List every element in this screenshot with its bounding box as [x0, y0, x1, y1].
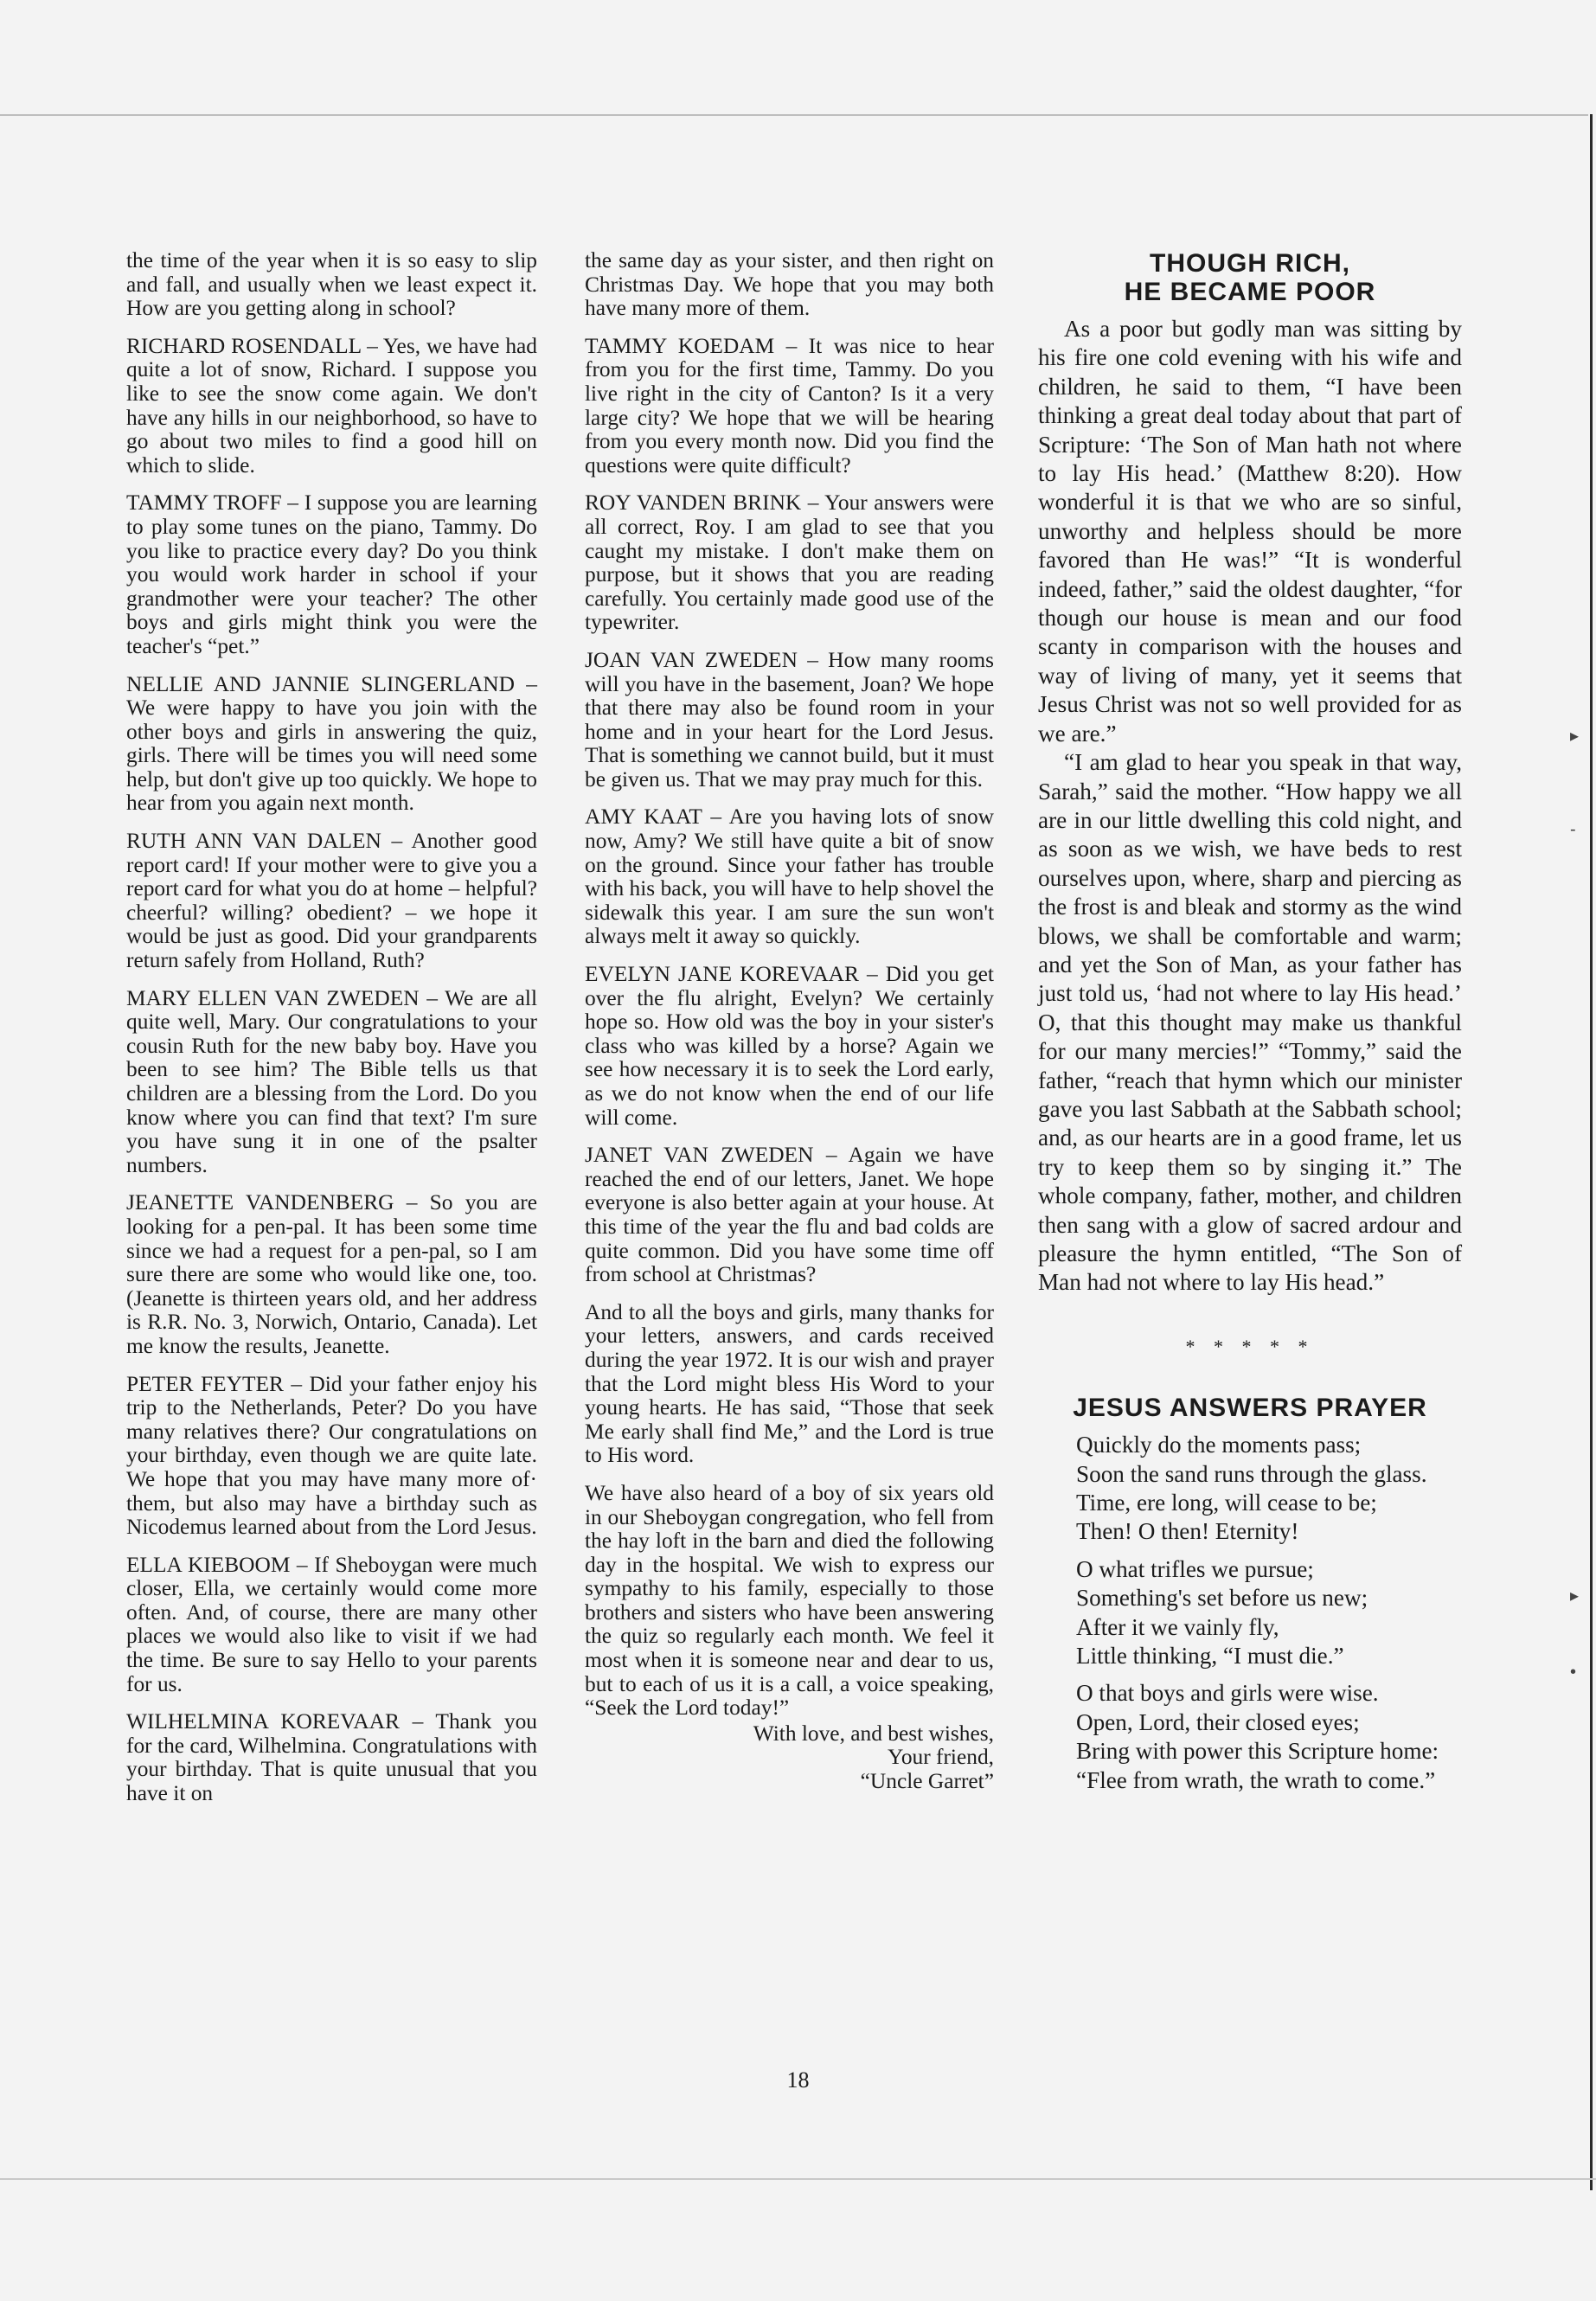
signoff-line: “Uncle Garret”	[860, 1769, 994, 1794]
scan-mark: ▸	[1570, 1586, 1580, 1606]
poem-line: Bring with power this Scripture home:	[1076, 1738, 1439, 1765]
story-heading	[1038, 249, 1462, 306]
paragraph: We have also heard of a boy of six years old in our Sheboygan congregation, who fell from the hay loft in the barn and died the following day in the hospital. We wish to express our sympathy to his family, especially to those brothers and sisters who have been answering the quiz so regularly each month. We feel it most when it is someone near and dear to us, but to each of us it is a call, a voice speaking, “Seek the Lord today!”	[585, 1480, 994, 1721]
story-heading-line: HE BECAME POOR	[1124, 278, 1376, 306]
column-middle	[585, 249, 994, 1794]
story-heading-line: THOUGH RICH,	[1150, 249, 1350, 278]
paragraph: WILHELMINA KOREVAAR – Thank you for the card, Wilhelmina. Congratulations with your birthday. That is quite unusual that you have it on	[126, 1709, 537, 1806]
poem-line: Soon the sand runs through the glass.	[1076, 1460, 1427, 1487]
paragraph: JANET VAN ZWEDEN – Again we have reached the end of our letters, Janet. We hope everyone is also better again at your house. At this time of the year the flu and bad colds are quite common. Did you have some time off from school at Christmas?	[585, 1143, 994, 1287]
page-number: 18	[786, 2067, 810, 2093]
paragraph: JEANETTE VANDENBERG – So you are looking for a pen-pal. It has been some time since we had a request for a pen-pal, so I am sure there are some who would like one, too. (Jeanette is thirteen years old, and her address is R.R. No. 3, Norwich, Ontario, Canada). Let me know the results, Jeanette.	[126, 1190, 537, 1358]
paragraph: the time of the year when it is so easy to slip and fall, and usually when we least expect it. How are you getting along in school?	[126, 248, 537, 321]
paragraph: MARY ELLEN VAN ZWEDEN – We are all quite well, Mary. Our congratulations to your cousin Ruth for the new baby boy. Have you been to see him? The Bible tells us that children are a blessing from the Lord. Do you know where you can find that text? I'm sure you have sung it in one of the psalter numbers.	[126, 985, 537, 1177]
poem-line: Then! O then! Eternity!	[1076, 1518, 1299, 1545]
paragraph: TAMMY KOEDAM – It was nice to hear from you for the first time, Tammy. Do you live right in the city of Canton? Is it a very large city? We hope that we will be hearing from you every month now. Did you find the questions were quite difficult?	[585, 333, 994, 478]
paragraph: NELLIE AND JANNIE SLINGERLAND – We were happy to have you join with the other boys and girls in answering the quiz, girls. There will be times you will need some help, but don't give up too quickly. We hope to hear from you again next month.	[126, 671, 537, 816]
scan-mark: ▸	[1570, 727, 1580, 746]
poem-line: Open, Lord, their closed eyes;	[1076, 1708, 1360, 1735]
paragraph: AMY KAAT – Are you having lots of snow now, Amy? We still have quite a bit of snow on the ground. Since your father has trouble with his back, you will have to help shovel the sidewalk this year. I am sure the sun won't always melt it away so quickly.	[585, 804, 994, 949]
poem-line: O what trifles we pursue;	[1076, 1555, 1314, 1582]
paragraph: PETER FEYTER – Did your father enjoy his trip to the Netherlands, Peter? Do you have many relatives there? Our congratulations on your birthday, even though we are quite late. We hope that you may have many more of· them, but also may have a birthday such as Nicodemus learned about from the Lord Jesus.	[126, 1371, 537, 1540]
story-paragraph: “I am glad to hear you speak in that way, Sarah,” said the mother. “How happy we all are in our little dwelling this cold night, and as soon as we wish, we have beds to rest ourselves upon, where, sharp and piercing as the frost is and bleak and stormy as the wind blows, we shall be comfortable and warm; and yet the Son of Man, as your father has just told us, ‘had not where to lay His head.’ O, that this thought may make us thankful for our many mercies!” “Tommy,” said the father, “reach that hymn which our minister gave you last Sabbath at the Sabbath school; and, as our hearts are in a good frame, let us try to keep them so by singing it.” The whole company, father, mother, and children then sang with a glow of sacred ardour and pleasure the hymn entitled, “The Son of Man had not where to lay His head.”	[1038, 749, 1462, 1296]
column-right	[1038, 249, 1462, 1804]
poem-line: Quickly do the moments pass;	[1076, 1432, 1362, 1458]
paragraph: RICHARD ROSENDALL – Yes, we have had quite a lot of snow, Richard. I suppose you like to see the snow come again. We don't have any hills in our neighborhood, so have to go about two miles to find a good hill on which to slide.	[126, 333, 537, 478]
poem-line: Time, ere long, will cease to be;	[1076, 1490, 1377, 1516]
signoff-line: With love, and best wishes,	[753, 1721, 994, 1746]
poem-stanza	[1076, 1679, 1462, 1795]
paragraph: the same day as your sister, and then right on Christmas Day. We hope that you may both have many more of them.	[585, 248, 994, 321]
poem-title: JESUS ANSWERS PRAYER	[1073, 1394, 1427, 1423]
paragraph: ROY VANDEN BRINK – Your answers were all correct, Roy. I am glad to see that you caught my mistake. I don't make them on purpose, but it shows that you are reading carefully. You certainly made good use of the typewriter.	[585, 490, 994, 635]
poem-line: Something's set before us new;	[1076, 1585, 1368, 1612]
poem-stanza	[1076, 1431, 1462, 1547]
column-left	[126, 249, 537, 1820]
paragraph: EVELYN JANE KOREVAAR – Did you get over the flu alright, Evelyn? We certainly hope so. How old was the boy in your sister's class who was killed by a horse? Again we see how necessary it is to seek the Lord early, as we do not know when the end of our life will come.	[585, 962, 994, 1130]
page-bottom-rule	[0, 2178, 1596, 2180]
paragraph: JOAN VAN ZWEDEN – How many rooms will you have in the basement, Joan? We hope that there may also be found room in your home and in your heart for the Lord Jesus. That is something we cannot build, but it must be given us. That we may pray much for this.	[585, 647, 994, 792]
poem-line: O that boys and girls were wise.	[1076, 1680, 1379, 1707]
scan-mark: -	[1570, 820, 1576, 839]
poem-line: Little thinking, “I must die.”	[1076, 1643, 1344, 1670]
signoff-line: Your friend,	[888, 1745, 994, 1770]
poem-line: “Flee from wrath, the wrath to come.”	[1076, 1766, 1436, 1793]
scan-mark: •	[1570, 1663, 1577, 1682]
paragraph: And to all the boys and girls, many thanks for your letters, answers, and cards received during the year 1972. It is our wish and prayer that the Lord might bless His Word to your young hearts. He has said, “Those that seek Me early shall find Me,” and the Lord is true to His word.	[585, 1299, 994, 1468]
poem-line: After it we vainly fly,	[1076, 1613, 1279, 1640]
page-right-edge	[1590, 114, 1593, 2190]
section-separator: * * * * *	[1185, 1335, 1315, 1357]
signoff	[585, 1722, 994, 1794]
paragraph: RUTH ANN VAN DALEN – Another good report card! If your mother were to give you a report card for what you do at home – helpful? cheerful? willing? obedient? – we hope it would be just as good. Did your grandparents return safely from Holland, Ruth?	[126, 829, 537, 973]
story-paragraph: As a poor but godly man was sitting by his fire one cold evening with his wife and children, he said to them, “I have been thinking a great deal today about that part of Scripture: ‘The Son of Man hath not where to lay His head.’ (Matthew 8:20). How wonderful it is that we who are so sinful, unworthy and helpless should be more favored than He was!” “It is wonderful indeed, father,” said the oldest daughter, “for though our house is mean and our food scanty in comparison with the houses and way of living of many, yet it seems that Jesus Christ was not so well provided for as we are.”	[1038, 316, 1462, 747]
page-top-rule	[0, 114, 1588, 116]
poem-stanza	[1076, 1555, 1462, 1671]
paragraph: TAMMY TROFF – I suppose you are learning to play some tunes on the piano, Tammy. Do you like to practice every day? Do you think you would work harder in school if your grandmother were your teacher? The other boys and girls might think you were the teacher's “pet.”	[126, 490, 537, 658]
paragraph: ELLA KIEBOOM – If Sheboygan were much closer, Ella, we certainly would come more often. And, of course, there are many other places we would also like to visit if we had the time. Be sure to say Hello to your parents for us.	[126, 1552, 537, 1696]
